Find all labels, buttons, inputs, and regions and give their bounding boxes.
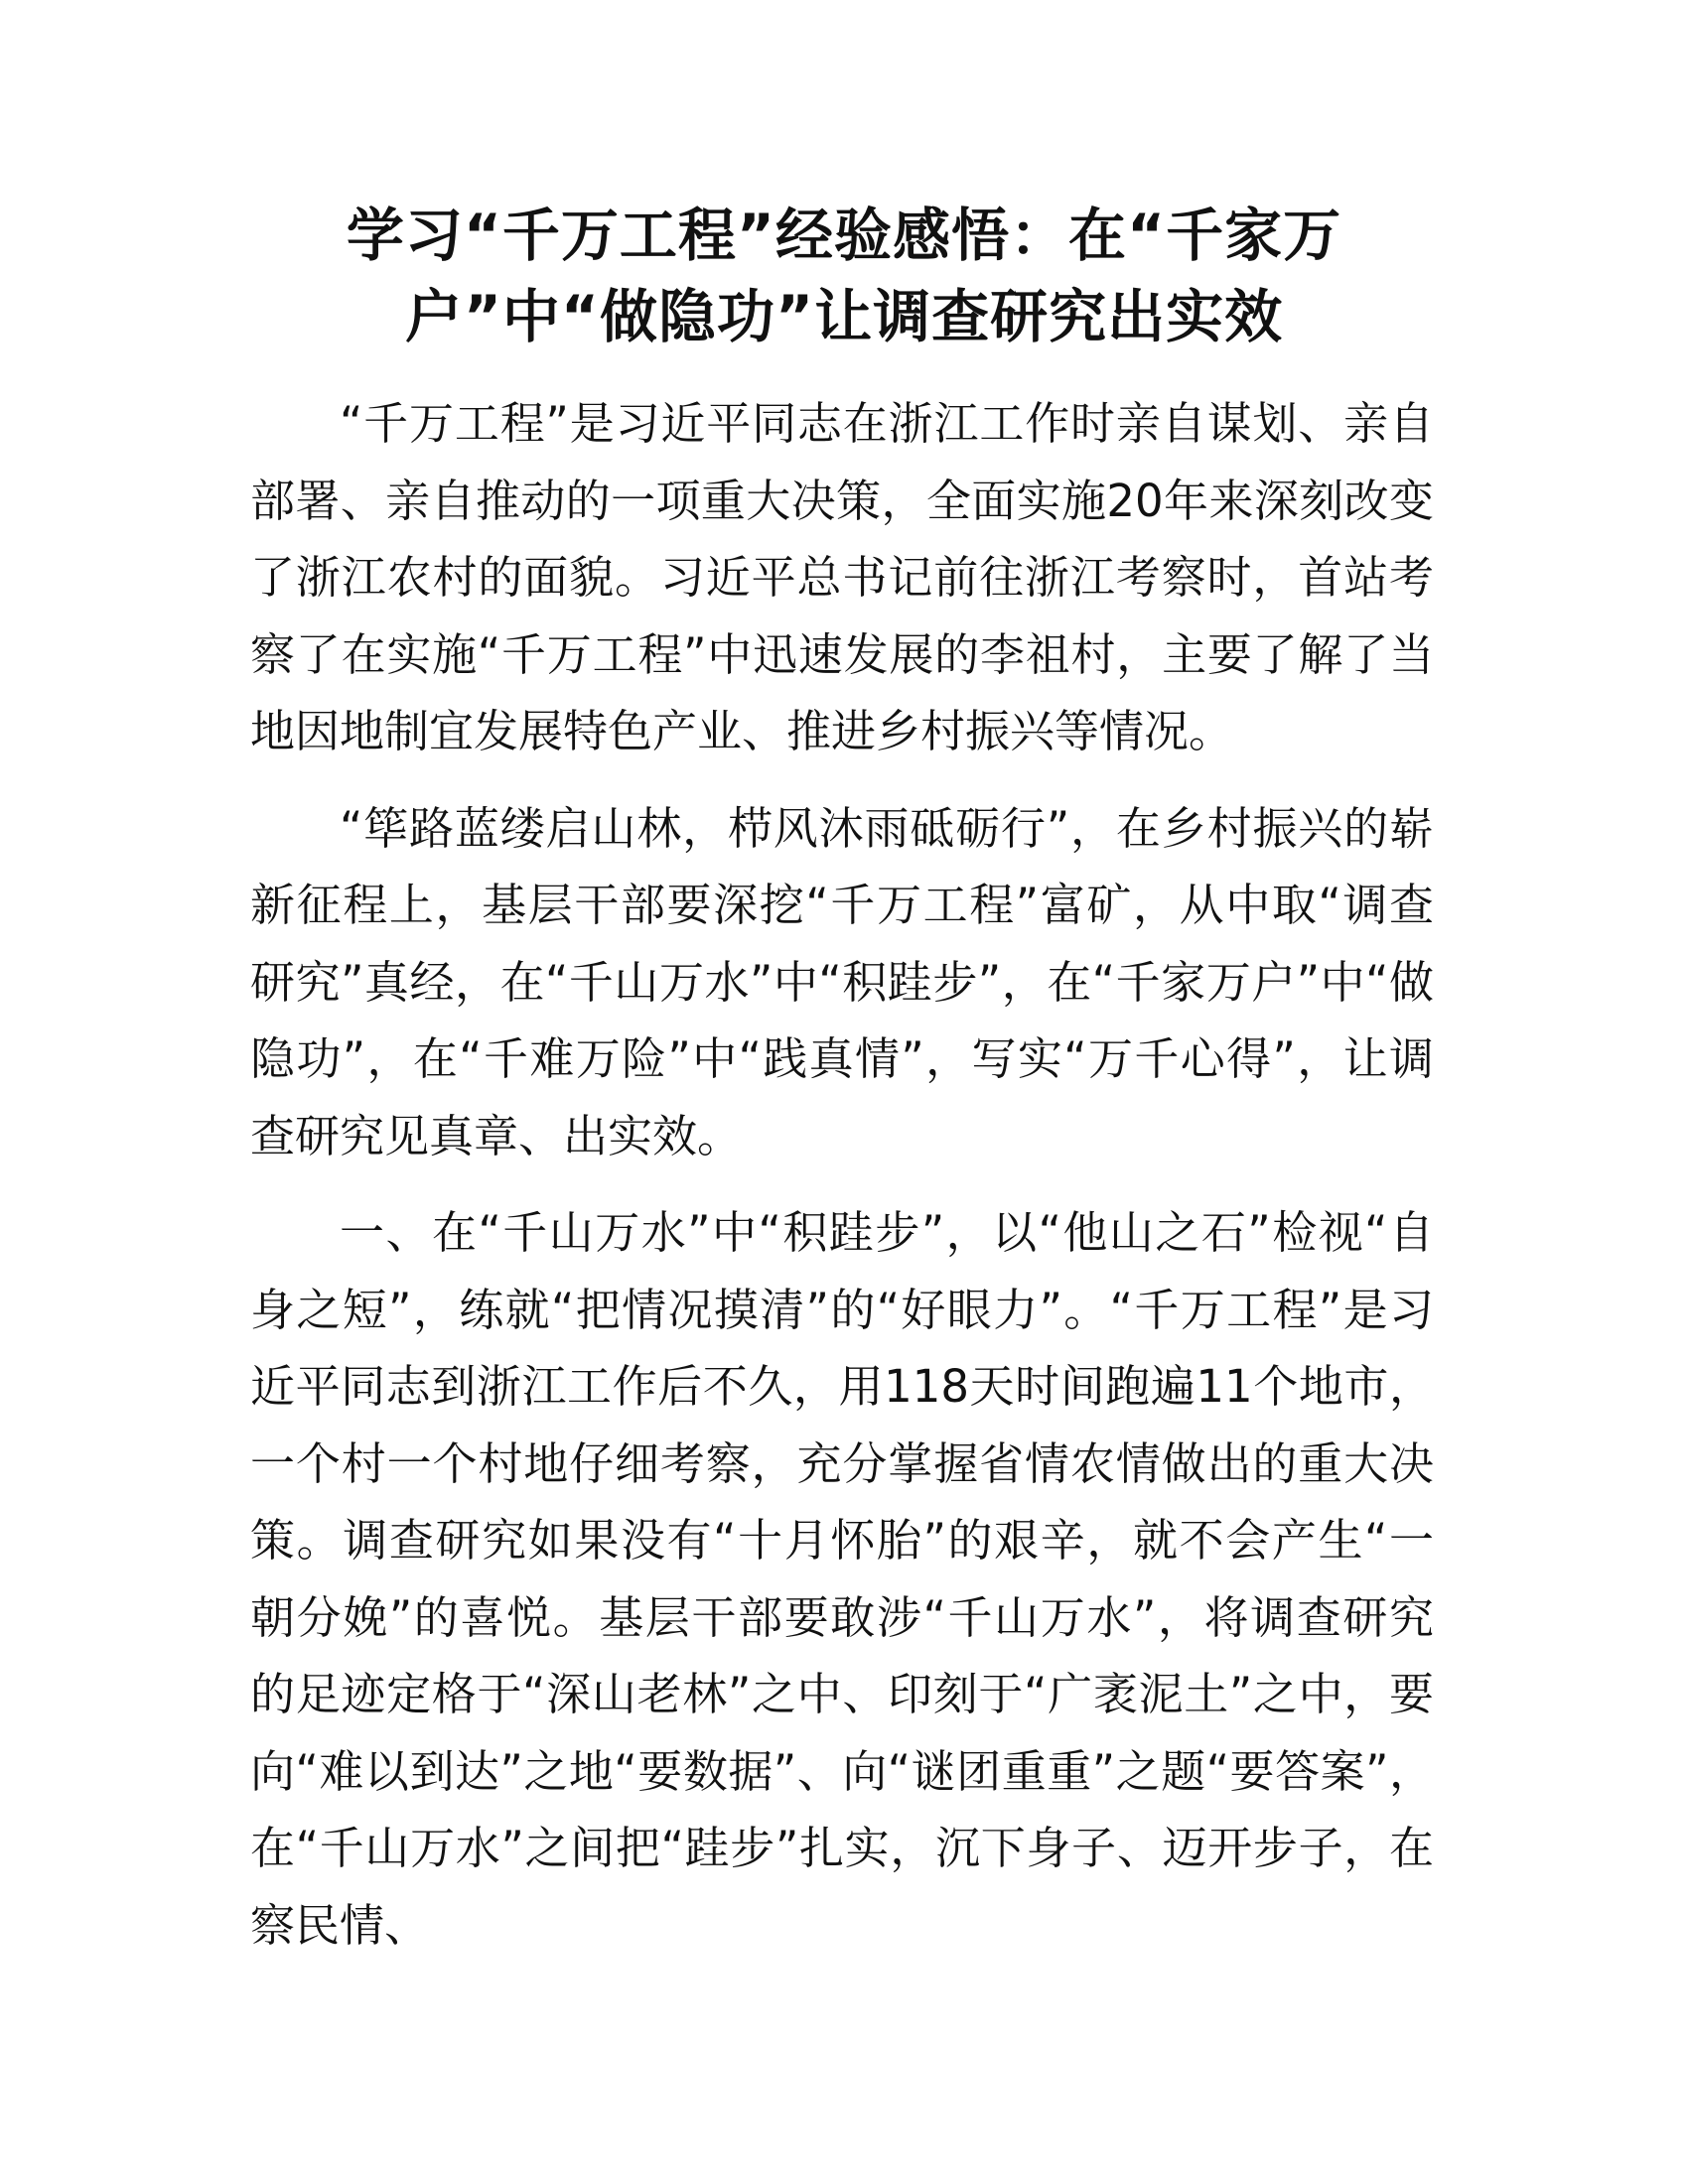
title-line-1: 学习“千万工程”经验感悟：在“千家万 — [346, 202, 1342, 269]
title-line-2: 户”中“做隐功”让调查研究出实效 — [404, 283, 1284, 350]
document-title — [248, 195, 1440, 357]
paragraph-1: “千万工程”是习近平同志在浙江工作时亲自谋划、亲自部署、亲自推动的一项重大决策，全面实施20年来深刻改变了浙江农村的面貌。习近平总书记前往浙江考察时，首站考察了在实施“千万工程”中迅速发展的李祖村，主要了解了当地因地制宜发展特色产业、推进乡村振兴等情况。 — [250, 397, 1434, 757]
paragraph-2: “筚路蓝缕启山林，栉风沐雨砥砺行”，在乡村振兴的崭新征程上，基层干部要深挖“千万工程”富矿，从中取“调查研究”真经，在“千山万水”中“积跬步”，在“千家万户”中“做隐功”，在“千难万险”中“践真情”，写实“万千心得”，让调查研究见真章、出实效。 — [250, 801, 1434, 1162]
paragraph-3: 一、在“千山万水”中“积跬步”，以“他山之石”检视“自身之短”，练就“把情况摸清”的“好眼力”。“千万工程”是习近平同志到浙江工作后不久，用118天时间跑遍11个地市，一个村一个村地仔细考察，充分掌握省情农情做出的重大决策。调查研究如果没有“十月怀胎”的艰辛，就不会产生“一朝分娩”的喜悦。基层干部要敢涉“千山万水”，将调查研究的足迹定格于“深山老林”之中、印刻于“广袤泥土”之中，要向“难以到达”之地“要数据”、向“谜团重重”之题“要答案”，在“千山万水”之间把“跬步”扎实，沉下身子、迈开步子，在察民情、 — [250, 1206, 1434, 1952]
document-body — [250, 385, 1434, 1983]
